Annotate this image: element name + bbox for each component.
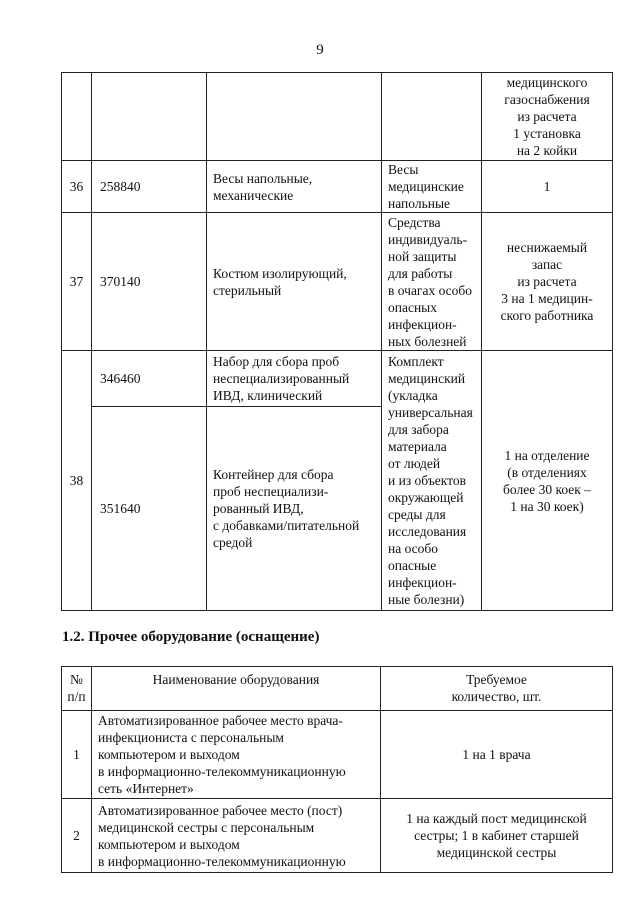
table-row <box>62 799 613 873</box>
table-row <box>62 73 613 161</box>
row-number: 37 <box>62 213 92 351</box>
equipment-category: Весы медицинские напольные <box>382 161 482 213</box>
equipment-name: Костюм изолирующий, стерильный <box>207 213 382 351</box>
other-equipment-table <box>61 666 613 873</box>
equipment-name: Автоматизированное рабочее место (пост) медицинской сестры с персональным компьютером и выходом в информационно-телекоммуникационную <box>92 799 381 873</box>
page-number: 9 <box>316 42 324 58</box>
equipment-name: Набор для сбора проб неспециализированный ИВД, клинический <box>207 351 382 407</box>
quantity-cell: 1 <box>482 161 613 213</box>
equipment-category: Комплект медицинский (укладка универсальная для забора материала от людей и из объектов окружающей среды для исследования на особо опасные инфекцион- ные болезни) <box>382 351 482 611</box>
equipment-name: Весы напольные, механические <box>207 161 382 213</box>
equipment-table <box>61 72 613 611</box>
table-cell <box>207 73 382 161</box>
header-quantity: Требуемое количество, шт. <box>381 667 613 711</box>
table-row <box>62 351 613 407</box>
table-header-row <box>62 667 613 711</box>
header-name: Наименование оборудования <box>92 667 381 711</box>
quantity-cell: 1 на 1 врача <box>381 711 613 799</box>
row-number: 2 <box>62 799 92 873</box>
table-row <box>62 161 613 213</box>
row-number: 38 <box>62 351 92 611</box>
row-number: 36 <box>62 161 92 213</box>
section-heading: 1.2. Прочее оборудование (оснащение) <box>62 629 320 645</box>
equipment-code: 370140 <box>92 213 207 351</box>
quantity-cell: 1 на отделение (в отделениях более 30 коек – 1 на 30 коек) <box>482 351 613 611</box>
equipment-name: Контейнер для сбора проб неспециализи- рованный ИВД, с добавками/питательной средой <box>207 407 382 611</box>
equipment-code: 258840 <box>92 161 207 213</box>
equipment-code: 346460 <box>92 351 207 407</box>
table-cell <box>92 73 207 161</box>
table-row <box>62 213 613 351</box>
table-row <box>62 711 613 799</box>
header-num: № п/п <box>62 667 92 711</box>
row-number: 1 <box>62 711 92 799</box>
quantity-cell: медицинского газоснабжения из расчета 1 установка на 2 койки <box>482 73 613 161</box>
equipment-category: Средства индивидуаль- ной защиты для работы в очагах особо опасных инфекцион- ных болезней <box>382 213 482 351</box>
quantity-cell: неснижаемый запас из расчета 3 на 1 медицин- ского работника <box>482 213 613 351</box>
equipment-code: 351640 <box>92 407 207 611</box>
table-cell <box>62 73 92 161</box>
table-cell <box>382 73 482 161</box>
quantity-cell: 1 на каждый пост медицинской сестры; 1 в кабинет старшей медицинской сестры <box>381 799 613 873</box>
equipment-name: Автоматизированное рабочее место врача- инфекциониста с персональным компьютером и выходом в информационно-телекоммуникационную сеть «Интернет» <box>92 711 381 799</box>
